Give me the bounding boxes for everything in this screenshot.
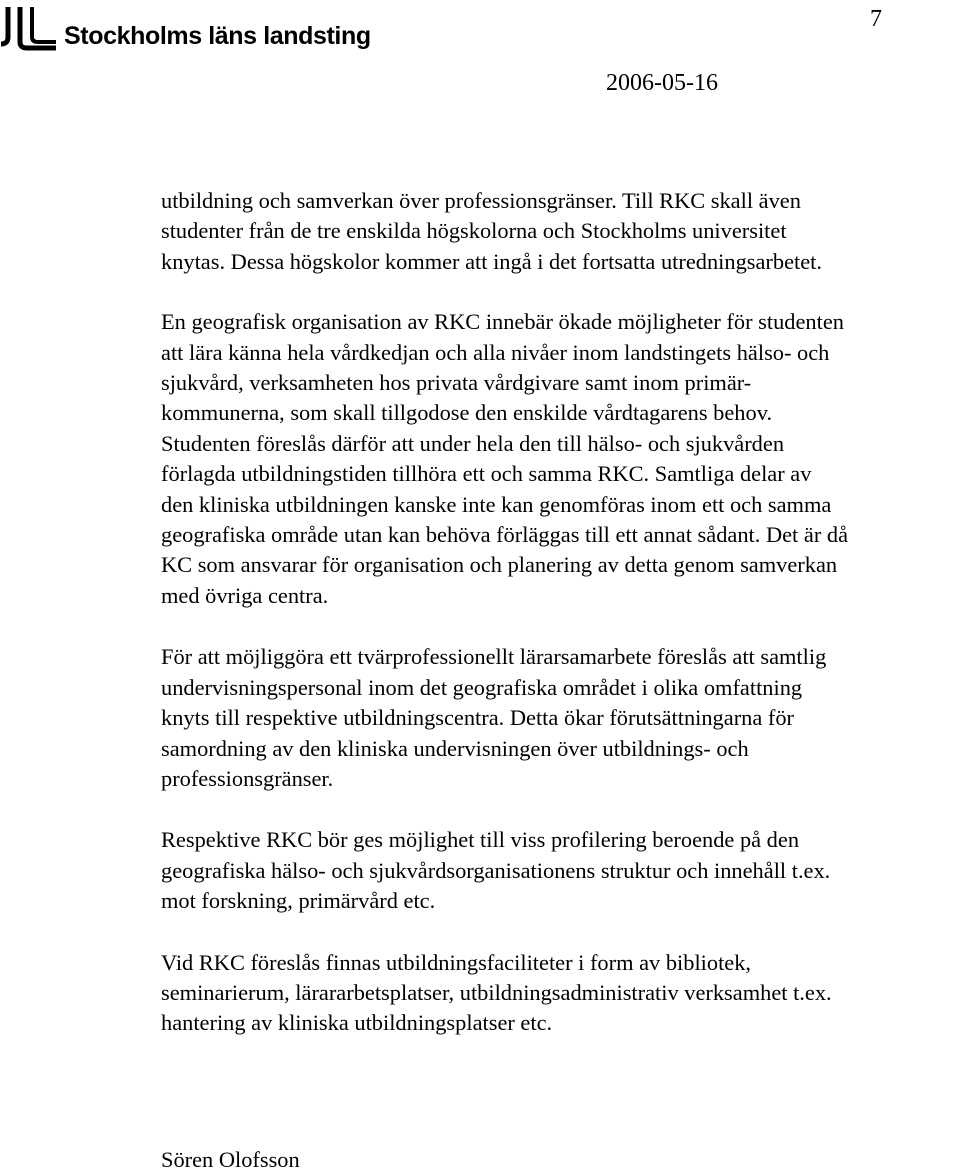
text-line: kommunerna, som skall tillgodose den enskilde vårdtagarens behov. xyxy=(161,400,773,426)
paragraph-3 xyxy=(161,642,951,794)
sll-logo-mark-icon xyxy=(0,6,58,52)
paragraph-5 xyxy=(161,948,951,1039)
text-line: mot forskning, primärvård etc. xyxy=(161,888,436,914)
text-line: med övriga centra. xyxy=(161,582,329,608)
text-line: professionsgränser. xyxy=(161,765,334,791)
text-line: geografiska område utan kan behöva förläggas till ett annat sådant. Det är då xyxy=(161,522,849,548)
document-body xyxy=(161,186,951,1039)
text-line: En geografisk organisation av RKC innebär ökade möjligheter för studenten xyxy=(161,309,844,335)
paragraph-2 xyxy=(161,307,951,611)
text-line: samordning av den kliniska undervisningen över utbildnings- och xyxy=(161,735,749,761)
text-line: Studenten föreslås därför att under hela den till hälso- och sjukvården xyxy=(161,430,785,456)
text-line: sjukvård, verksamheten hos privata vårdgivare samt inom primär- xyxy=(161,370,752,396)
organization-name: Stockholms läns landsting xyxy=(64,21,371,50)
text-line: studenter från de tre enskilda högskolorna och Stockholms universitet xyxy=(161,218,787,244)
paragraph-4 xyxy=(161,825,951,916)
organization-logo xyxy=(0,4,371,54)
text-line: geografiska hälso- och sjukvårdsorganisationens struktur och innehåll t.ex. xyxy=(161,857,831,883)
text-line: Respektive RKC bör ges möjlighet till viss profilering beroende på den xyxy=(161,827,800,853)
text-line: knyts till respektive utbildningscentra. Detta ökar förutsättningarna för xyxy=(161,705,794,731)
paragraph-1 xyxy=(161,186,951,277)
text-line: Vid RKC föreslås finnas utbildningsfaciliteter i form av bibliotek, xyxy=(161,949,752,975)
text-line: KC som ansvarar för organisation och planering av detta genom samverkan xyxy=(161,552,838,578)
text-line: undervisningspersonal inom det geografiska området i olika omfattning xyxy=(161,674,803,700)
text-line: att lära känna hela vårdkedjan och alla nivåer inom landstingets hälso- och xyxy=(161,339,830,365)
document-date: 2006-05-16 xyxy=(606,70,718,96)
signature-name: Sören Olofsson xyxy=(161,1147,300,1172)
text-line: utbildning och samverkan över professionsgränser. Till RKC skall även xyxy=(161,188,801,213)
text-line: seminarierum, lärararbetsplatser, utbildningsadministrativ verksamhet t.ex. xyxy=(161,979,832,1005)
text-line: förlagda utbildningstiden tillhöra ett och samma RKC. Samtliga delar av xyxy=(161,461,812,487)
page-number: 7 xyxy=(870,6,882,32)
text-line: den kliniska utbildningen kanske inte kan genomföras inom ett och samma xyxy=(161,491,832,517)
text-line: knytas. Dessa högskolor kommer att ingå i det fortsatta utredningsarbetet. xyxy=(161,248,822,274)
text-line: hantering av kliniska utbildningsplatser etc. xyxy=(161,1010,553,1036)
text-line: För att möjliggöra ett tvärprofessionellt lärarsamarbete föreslås att samtlig xyxy=(161,644,827,670)
